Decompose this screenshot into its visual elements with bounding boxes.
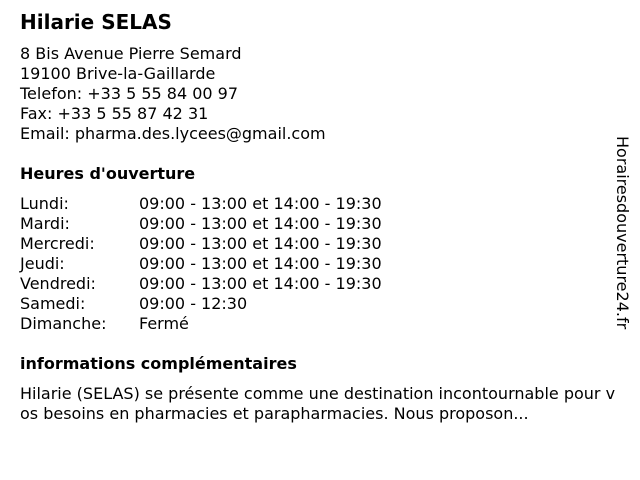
hours-row-saturday xyxy=(20,294,620,314)
address-line-2: 19100 Brive-la-Gaillarde xyxy=(20,64,216,83)
hours-table xyxy=(20,194,620,334)
address-line-1: 8 Bis Avenue Pierre Semard xyxy=(20,44,242,63)
contact-block xyxy=(20,44,620,144)
hours-row-monday xyxy=(20,194,620,214)
hours-row-tuesday xyxy=(20,214,620,234)
hours-row-friday xyxy=(20,274,620,294)
hours-day: Dimanche: xyxy=(20,314,107,333)
business-card xyxy=(20,10,620,424)
hours-day: Mardi: xyxy=(20,214,70,233)
hours-time: Fermé xyxy=(139,314,189,333)
hours-day: Mercredi: xyxy=(20,234,95,253)
hours-row-sunday xyxy=(20,314,620,334)
hours-time: 09:00 - 13:00 et 14:00 - 19:30 xyxy=(139,274,382,293)
hours-row-thursday xyxy=(20,254,620,274)
hours-time: 09:00 - 13:00 et 14:00 - 19:30 xyxy=(139,214,382,233)
hours-day: Samedi: xyxy=(20,294,86,313)
fax-line: Fax: +33 5 55 87 42 31 xyxy=(20,104,209,123)
email-line: Email: pharma.des.lycees@gmail.com xyxy=(20,124,326,143)
hours-time: 09:00 - 13:00 et 14:00 - 19:30 xyxy=(139,234,382,253)
hours-day: Lundi: xyxy=(20,194,69,213)
info-description: Hilarie (SELAS) se présente comme une destination incontournable pour vos besoins en pharmacies et parapharmacies. Nous proposon... xyxy=(20,384,616,423)
hours-day: Jeudi: xyxy=(20,254,65,273)
info-heading: informations complémentaires xyxy=(20,354,297,373)
hours-day: Vendredi: xyxy=(20,274,96,293)
business-name: Hilarie SELAS xyxy=(20,10,172,34)
hours-row-wednesday xyxy=(20,234,620,254)
hours-time: 09:00 - 13:00 et 14:00 - 19:30 xyxy=(139,194,382,213)
brand-watermark: Horairesdouverture24.fr xyxy=(613,136,632,330)
phone-line: Telefon: +33 5 55 84 00 97 xyxy=(20,84,239,103)
hours-time: 09:00 - 13:00 et 14:00 - 19:30 xyxy=(139,254,382,273)
hours-heading: Heures d'ouverture xyxy=(20,164,196,183)
hours-time: 09:00 - 12:30 xyxy=(139,294,248,313)
